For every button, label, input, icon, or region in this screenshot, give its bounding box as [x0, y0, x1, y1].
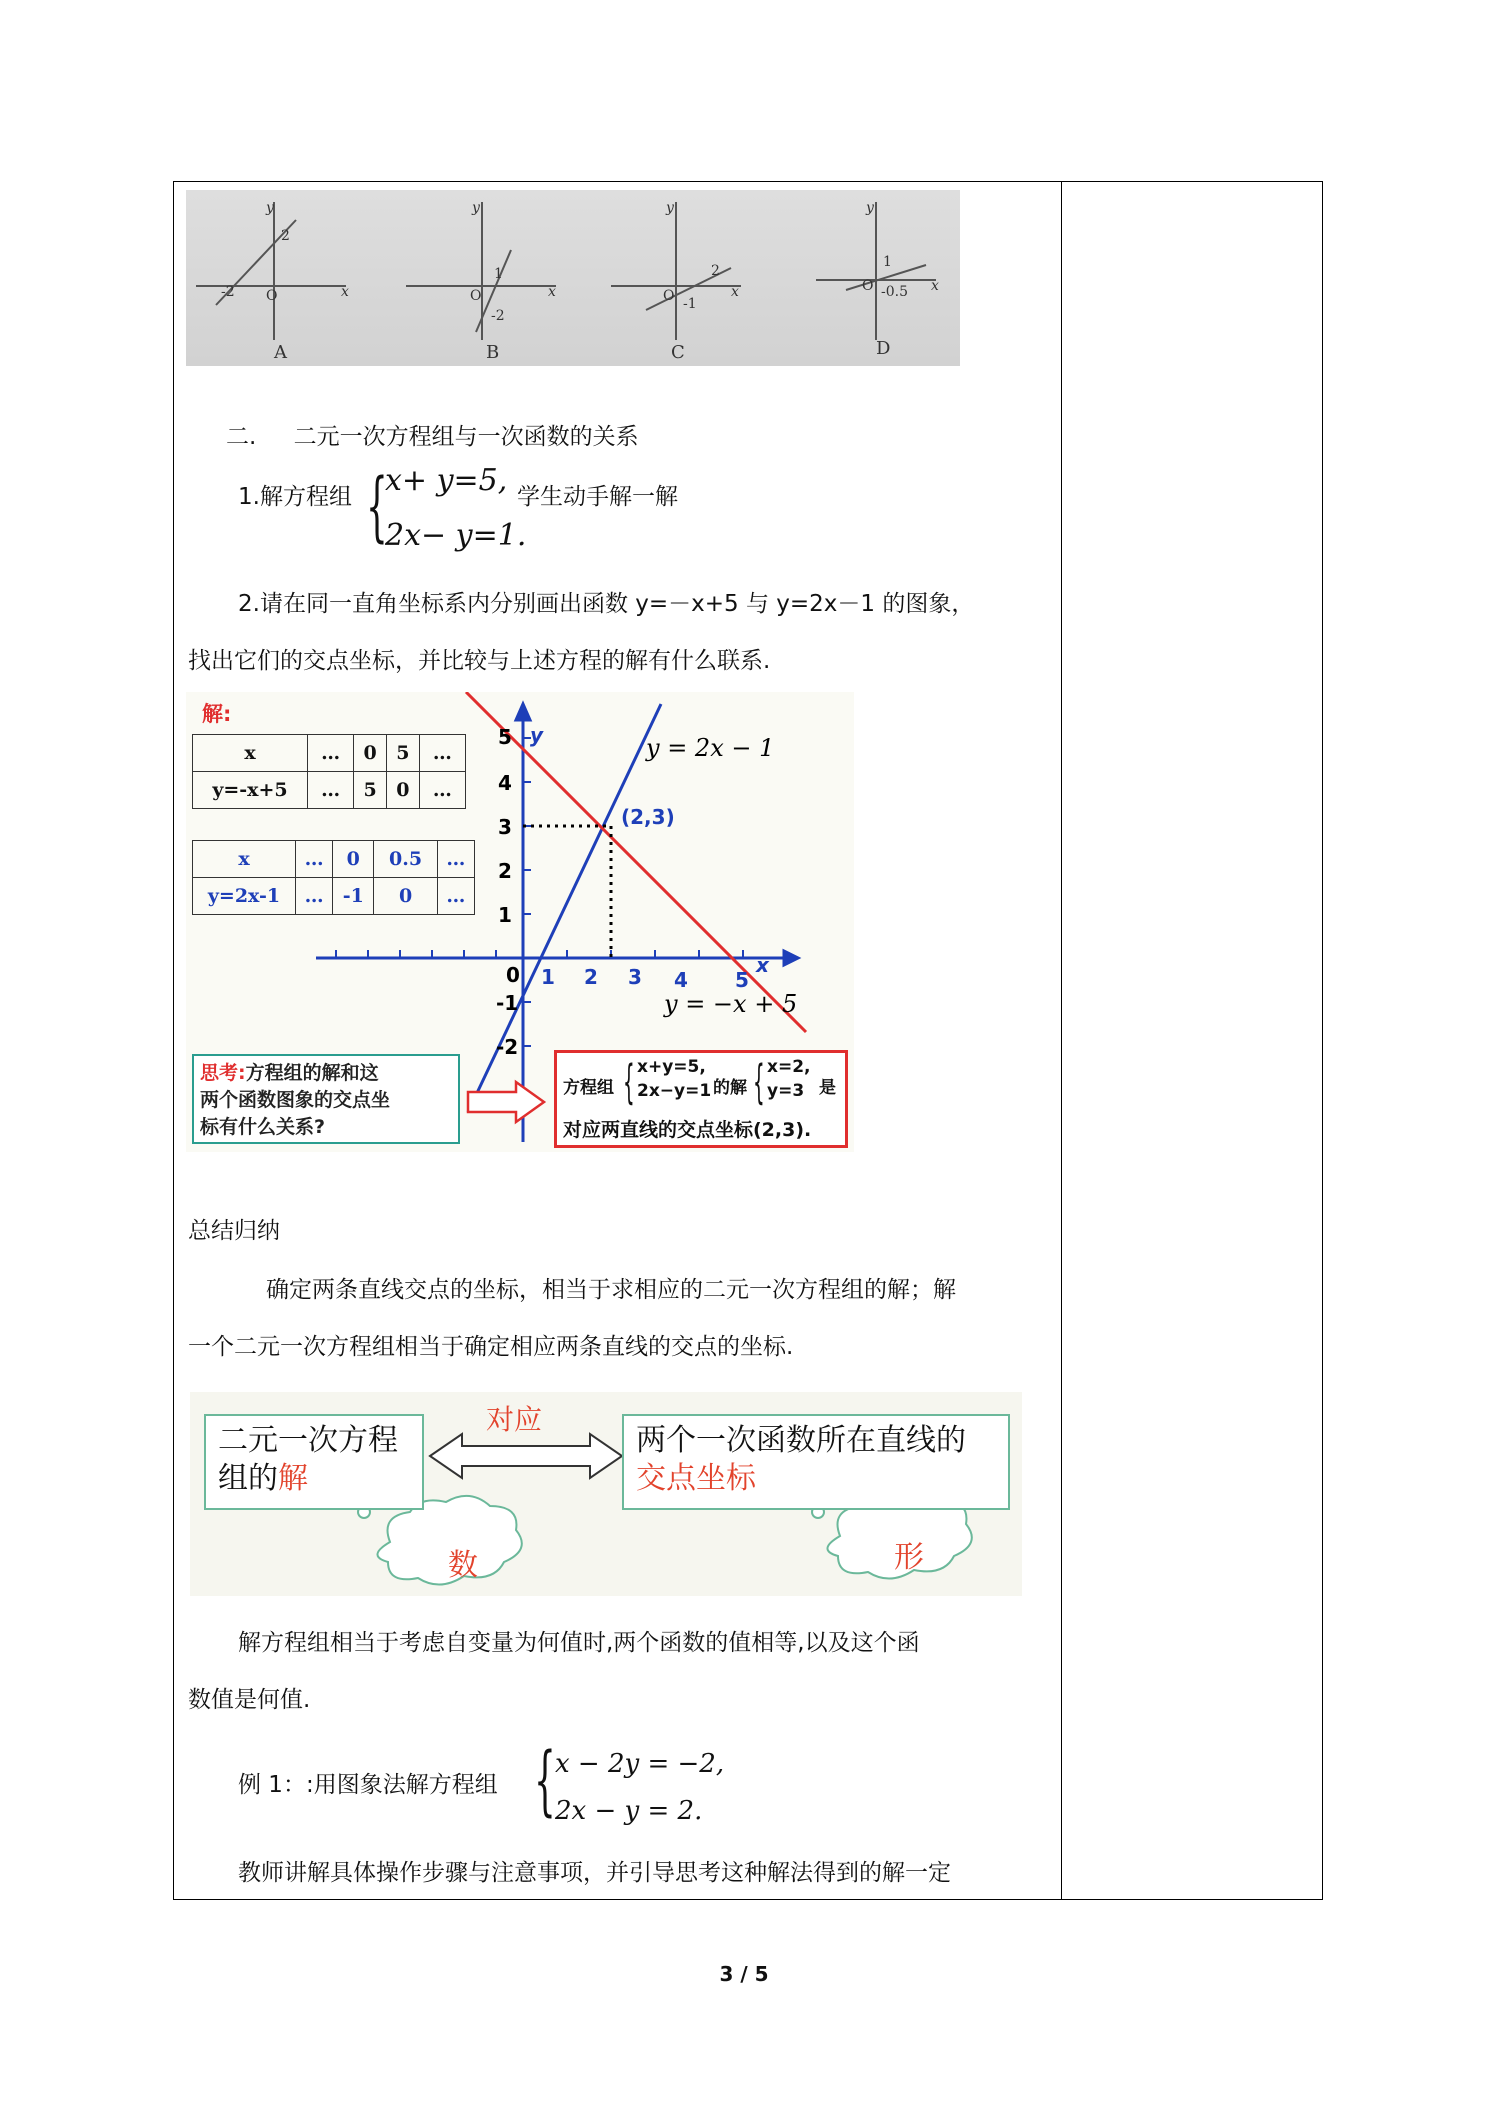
y-tick-neg1: -1: [496, 991, 519, 1015]
table1-cell: 0: [386, 772, 419, 809]
item1-brace: {: [366, 461, 388, 550]
answer-suffix: 是: [819, 1078, 836, 1098]
table2-row-x: [193, 841, 475, 878]
table-line-2x-minus-1: [192, 840, 475, 915]
table1-cell: …: [308, 772, 354, 809]
graph-d-origin: O: [862, 278, 874, 294]
think-text-1: 方程组的解和这: [245, 1062, 379, 1084]
x-tick-3: 3: [628, 965, 642, 989]
table2-cell: -1: [333, 878, 374, 915]
para2-line1: 解方程组相当于考虑自变量为何值时,两个函数的值相等,以及这个函: [238, 1630, 920, 1656]
table2-cell: 0: [374, 878, 437, 915]
left-box-line2-prefix: 组的: [218, 1461, 278, 1496]
table1-cell: 0: [354, 735, 387, 772]
x-axis-label: x: [756, 953, 769, 977]
graph-label-a: A: [274, 342, 287, 363]
left-box-line2: [218, 1460, 410, 1498]
answer-line2: 对应两直线的交点坐标(2,3).: [563, 1119, 812, 1141]
y-tick-1: 1: [498, 903, 512, 927]
graph-label-d: D: [876, 338, 891, 359]
section2-heading-text: 二元一次方程组与一次函数的关系: [293, 424, 639, 450]
item2-line2: 找出它们的交点坐标，并比较与上述方程的解有什么联系.: [188, 648, 771, 674]
answer-box: [554, 1050, 848, 1148]
graph-options-photo: [186, 190, 960, 366]
para3-line1: 教师讲解具体操作步骤与注意事项，并引导思考这种解法得到的解一定: [238, 1860, 951, 1886]
item1-suffix: 学生动手解一解: [517, 484, 678, 510]
y-tick-3: 3: [498, 815, 512, 839]
think-text-3: 标有什么关系?: [200, 1116, 326, 1138]
answer-brace-2: {: [753, 1055, 765, 1109]
x-tick-5: 5: [735, 968, 749, 992]
solution-label: 解:: [202, 702, 232, 726]
table2-cell: x: [193, 841, 296, 878]
table1-cell: 5: [386, 735, 419, 772]
table1-row-y: [193, 772, 466, 809]
graph-c-x-intercept: 2: [711, 263, 720, 279]
line-intersection-box: [622, 1414, 1010, 1510]
table2-cell: …: [296, 878, 333, 915]
table1-row-x: [193, 735, 466, 772]
example1-eq1: x − 2y = −2,: [555, 1749, 725, 1779]
graph-d-x-label: x: [931, 278, 939, 294]
x-tick-2: 2: [584, 965, 598, 989]
section2-heading: [226, 422, 639, 452]
answer-eq1: x+y=5,: [637, 1057, 706, 1077]
graph-d-x-intercept: -0.5: [881, 284, 908, 300]
graph-d-y-label: y: [866, 200, 874, 216]
think-box: [192, 1054, 460, 1144]
graph-b-x-label: x: [548, 284, 556, 300]
answer-prefix: 方程组: [563, 1078, 614, 1098]
para2-line2: 数值是何值.: [188, 1687, 311, 1713]
example1-brace: {: [534, 1735, 556, 1824]
graph-a-origin: O: [266, 288, 278, 304]
think-text-2: 两个函数图象的交点坐: [200, 1089, 391, 1111]
answer-mid: 的解: [713, 1078, 747, 1098]
line2-label: y = −x + 5: [664, 990, 798, 1018]
table1-cell: y=-x+5: [193, 772, 308, 809]
graph-a-y-label: y: [266, 200, 274, 216]
graph-c-y-label: y: [666, 200, 674, 216]
x-tick-4: 4: [674, 968, 688, 992]
graph-b-x-intercept: 1: [494, 266, 503, 282]
y-axis-label: y: [530, 723, 544, 747]
example1-eq2: 2x − y = 2.: [555, 1796, 703, 1826]
table-column-divider: [1061, 181, 1062, 1900]
think-label: 思考:: [200, 1062, 246, 1084]
item1-eq1: x+ y=5,: [385, 463, 508, 498]
graph-label-b: B: [486, 342, 500, 363]
example1-prefix: 例 1：:用图象法解方程组: [238, 1772, 498, 1798]
section2-heading-number: 二.: [226, 424, 257, 450]
cloud-shape-label: 形: [894, 1540, 924, 1575]
graph-options-svg: [186, 190, 960, 366]
graph-c-y-intercept: -1: [683, 296, 697, 312]
table1-cell: 5: [354, 772, 387, 809]
table2-cell: y=2x-1: [193, 878, 296, 915]
intersection-graph-panel: [186, 692, 854, 1152]
item2-line1: 2.请在同一直角坐标系内分别画出函数 y=－x+5 与 y=2x－1 的图象，: [238, 591, 975, 617]
left-box-line1: 二元一次方程: [218, 1423, 398, 1458]
summary-para1-line2: 一个二元一次方程组相当于确定相应两条直线的交点的坐标.: [188, 1334, 794, 1360]
graph-origin: 0: [506, 963, 520, 987]
graph-d-y-intercept: 1: [883, 254, 892, 270]
summary-heading: 总结归纳: [188, 1218, 280, 1244]
correspondence-diagram: [190, 1392, 1022, 1596]
table1-cell: …: [419, 772, 465, 809]
graph-label-c: C: [671, 342, 685, 363]
table1-cell: …: [419, 735, 465, 772]
graph-c-x-label: x: [731, 284, 739, 300]
table1-cell: …: [308, 735, 354, 772]
left-box-line2-red: 解: [278, 1461, 308, 1496]
graph-c-origin: O: [663, 288, 675, 304]
table2-cell: …: [437, 841, 474, 878]
table2-cell: 0.5: [374, 841, 437, 878]
table-line-neg-x-plus-5: [192, 734, 466, 809]
item1-prefix: 1.解方程组: [238, 484, 352, 510]
summary-para1-line1: 确定两条直线交点的坐标，相当于求相应的二元一次方程组的解；解: [266, 1277, 956, 1303]
table2-row-y: [193, 878, 475, 915]
graph-b-y-label: y: [472, 200, 480, 216]
graph-b-origin: O: [470, 288, 482, 304]
correspondence-label: 对应: [486, 1403, 543, 1436]
y-tick-4: 4: [498, 771, 512, 795]
table1-cell: x: [193, 735, 308, 772]
y-tick-neg2: -2: [496, 1035, 519, 1059]
think-line-1: [200, 1060, 452, 1087]
equation-solution-box: [204, 1414, 424, 1510]
line1-label: y = 2x − 1: [646, 734, 775, 762]
intersection-label: (2,3): [621, 805, 675, 829]
table2-cell: 0: [333, 841, 374, 878]
item1-eq2: 2x− y=1.: [385, 518, 527, 553]
cloud-number-label: 数: [448, 1548, 478, 1583]
page-number: 3 / 5: [719, 1962, 769, 1986]
answer-sol1: x=2,: [767, 1057, 811, 1077]
table2-cell: …: [437, 878, 474, 915]
right-box-line1: 两个一次函数所在直线的: [636, 1423, 966, 1458]
answer-sol2: y=3: [767, 1081, 805, 1101]
graph-a-x-label: x: [341, 284, 349, 300]
graph-a-y-intercept: 2: [281, 228, 290, 244]
y-tick-2: 2: [498, 859, 512, 883]
graph-b-y-intercept: -2: [491, 308, 505, 324]
right-box-line2: 交点坐标: [636, 1461, 756, 1496]
answer-eq2: 2x−y=1: [637, 1081, 712, 1101]
y-tick-5: 5: [498, 725, 512, 749]
table2-cell: …: [296, 841, 333, 878]
graph-a-x-intercept: -2: [221, 284, 235, 300]
answer-brace-1: {: [623, 1055, 635, 1109]
x-tick-1: 1: [541, 965, 555, 989]
